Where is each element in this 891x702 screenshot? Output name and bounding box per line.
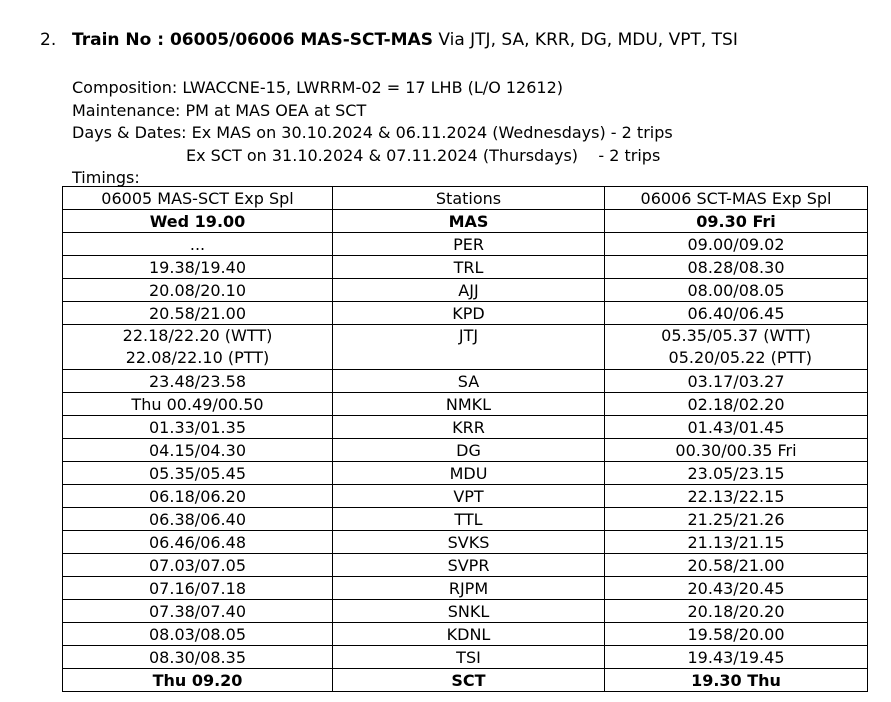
item-number: 2. (40, 30, 57, 50)
cell-down-time: 06.38/06.40 (63, 508, 333, 531)
table-row (63, 370, 868, 393)
cell-up-time: 21.13/21.15 (605, 531, 868, 554)
station-code: JTJ (458, 326, 479, 345)
cell-down-time: 20.08/20.10 (63, 279, 333, 302)
cell-up-time: 20.18/20.20 (605, 600, 868, 623)
table-row (63, 210, 868, 233)
composition-line: Composition: LWACCNE-15, LWRRM-02 = 17 LHB (L/O 12612) (72, 78, 564, 97)
cell-down-time: 04.15/04.30 (63, 439, 333, 462)
train-heading (40, 30, 738, 50)
cell-up-time: 01.43/01.45 (605, 416, 868, 439)
cell-down-time (63, 325, 333, 370)
cell-down-time: Wed 19.00 (63, 210, 333, 233)
cell-station: SVPR (333, 554, 605, 577)
cell-up-time: 09.30 Fri (605, 210, 868, 233)
train-title: Train No : 06005/06006 MAS-SCT-MAS (72, 30, 433, 50)
table-row (63, 302, 868, 325)
cell-up-time: 02.18/02.20 (605, 393, 868, 416)
cell-down-time: 07.03/07.05 (63, 554, 333, 577)
up-time-wtt: 05.35/05.37 (WTT) (661, 326, 811, 345)
cell-down-time: 20.58/21.00 (63, 302, 333, 325)
cell-down-time: 08.03/08.05 (63, 623, 333, 646)
cell-station: SCT (333, 669, 605, 692)
cell-station: KRR (333, 416, 605, 439)
cell-station: TTL (333, 508, 605, 531)
header-down-train: 06005 MAS-SCT Exp Spl (63, 187, 333, 210)
cell-down-time: 19.38/19.40 (63, 256, 333, 279)
cell-down-time: 23.48/23.58 (63, 370, 333, 393)
cell-down-time: 07.38/07.40 (63, 600, 333, 623)
days-line-1: Days & Dates: Ex MAS on 30.10.2024 & 06.11.2024 (Wednesdays) - 2 trips (72, 123, 673, 142)
cell-down-time: 06.46/06.48 (63, 531, 333, 554)
table-row (63, 600, 868, 623)
cell-station: VPT (333, 485, 605, 508)
cell-up-time: 03.17/03.27 (605, 370, 868, 393)
cell-up-time: 00.30/00.35 Fri (605, 439, 868, 462)
train-info (72, 77, 673, 190)
table-row (63, 531, 868, 554)
cell-down-time: 07.16/07.18 (63, 577, 333, 600)
table-row (63, 439, 868, 462)
timetable (62, 186, 868, 692)
table-row (63, 646, 868, 669)
table-row (63, 669, 868, 692)
down-time-ptt: 22.08/22.10 (PTT) (125, 348, 270, 367)
cell-station: KPD (333, 302, 605, 325)
cell-station: DG (333, 439, 605, 462)
table-row (63, 485, 868, 508)
cell-up-time: 08.28/08.30 (605, 256, 868, 279)
table-row (63, 508, 868, 531)
cell-down-time: 05.35/05.45 (63, 462, 333, 485)
cell-station: SA (333, 370, 605, 393)
header-stations: Stations (333, 187, 605, 210)
cell-up-time: 09.00/09.02 (605, 233, 868, 256)
table-row (63, 256, 868, 279)
table-row (63, 462, 868, 485)
table-row (63, 416, 868, 439)
cell-up-time: 22.13/22.15 (605, 485, 868, 508)
cell-station: AJJ (333, 279, 605, 302)
cell-up-time (605, 325, 868, 370)
table-row (63, 279, 868, 302)
table-row (63, 577, 868, 600)
header-up-train: 06006 SCT-MAS Exp Spl (605, 187, 868, 210)
cell-up-time: 20.43/20.45 (605, 577, 868, 600)
cell-station: RJPM (333, 577, 605, 600)
timetable-header-row (63, 187, 868, 210)
table-row (63, 623, 868, 646)
cell-up-time: 21.25/21.26 (605, 508, 868, 531)
cell-up-time: 08.00/08.05 (605, 279, 868, 302)
cell-station: SNKL (333, 600, 605, 623)
down-time-wtt: 22.18/22.20 (WTT) (122, 326, 273, 345)
cell-station: MAS (333, 210, 605, 233)
train-via: Via JTJ, SA, KRR, DG, MDU, VPT, TSI (438, 30, 738, 50)
cell-down-time: 06.18/06.20 (63, 485, 333, 508)
cell-up-time: 19.43/19.45 (605, 646, 868, 669)
cell-station: NMKL (333, 393, 605, 416)
cell-down-time: 01.33/01.35 (63, 416, 333, 439)
cell-up-time: 23.05/23.15 (605, 462, 868, 485)
cell-up-time: 20.58/21.00 (605, 554, 868, 577)
table-row (63, 393, 868, 416)
cell-station: MDU (333, 462, 605, 485)
cell-station (333, 325, 605, 370)
days-line-2: Ex SCT on 31.10.2024 & 07.11.2024 (Thursdays) - 2 trips (186, 145, 661, 165)
cell-station: TSI (333, 646, 605, 669)
cell-down-time: Thu 00.49/00.50 (63, 393, 333, 416)
cell-up-time: 19.58/20.00 (605, 623, 868, 646)
up-time-ptt: 05.20/05.22 (PTT) (668, 348, 812, 367)
cell-station: TRL (333, 256, 605, 279)
cell-up-time: 19.30 Thu (605, 669, 868, 692)
table-row (63, 554, 868, 577)
cell-up-time: 06.40/06.45 (605, 302, 868, 325)
maintenance-line: Maintenance: PM at MAS OEA at SCT (72, 100, 367, 120)
timings-label: Timings: (72, 168, 140, 187)
cell-station: KDNL (333, 623, 605, 646)
cell-down-time: 08.30/08.35 (63, 646, 333, 669)
cell-down-time: ... (63, 233, 333, 256)
table-row (63, 325, 868, 370)
cell-station: PER (333, 233, 605, 256)
cell-down-time: Thu 09.20 (63, 669, 333, 692)
cell-station: SVKS (333, 531, 605, 554)
table-row (63, 233, 868, 256)
